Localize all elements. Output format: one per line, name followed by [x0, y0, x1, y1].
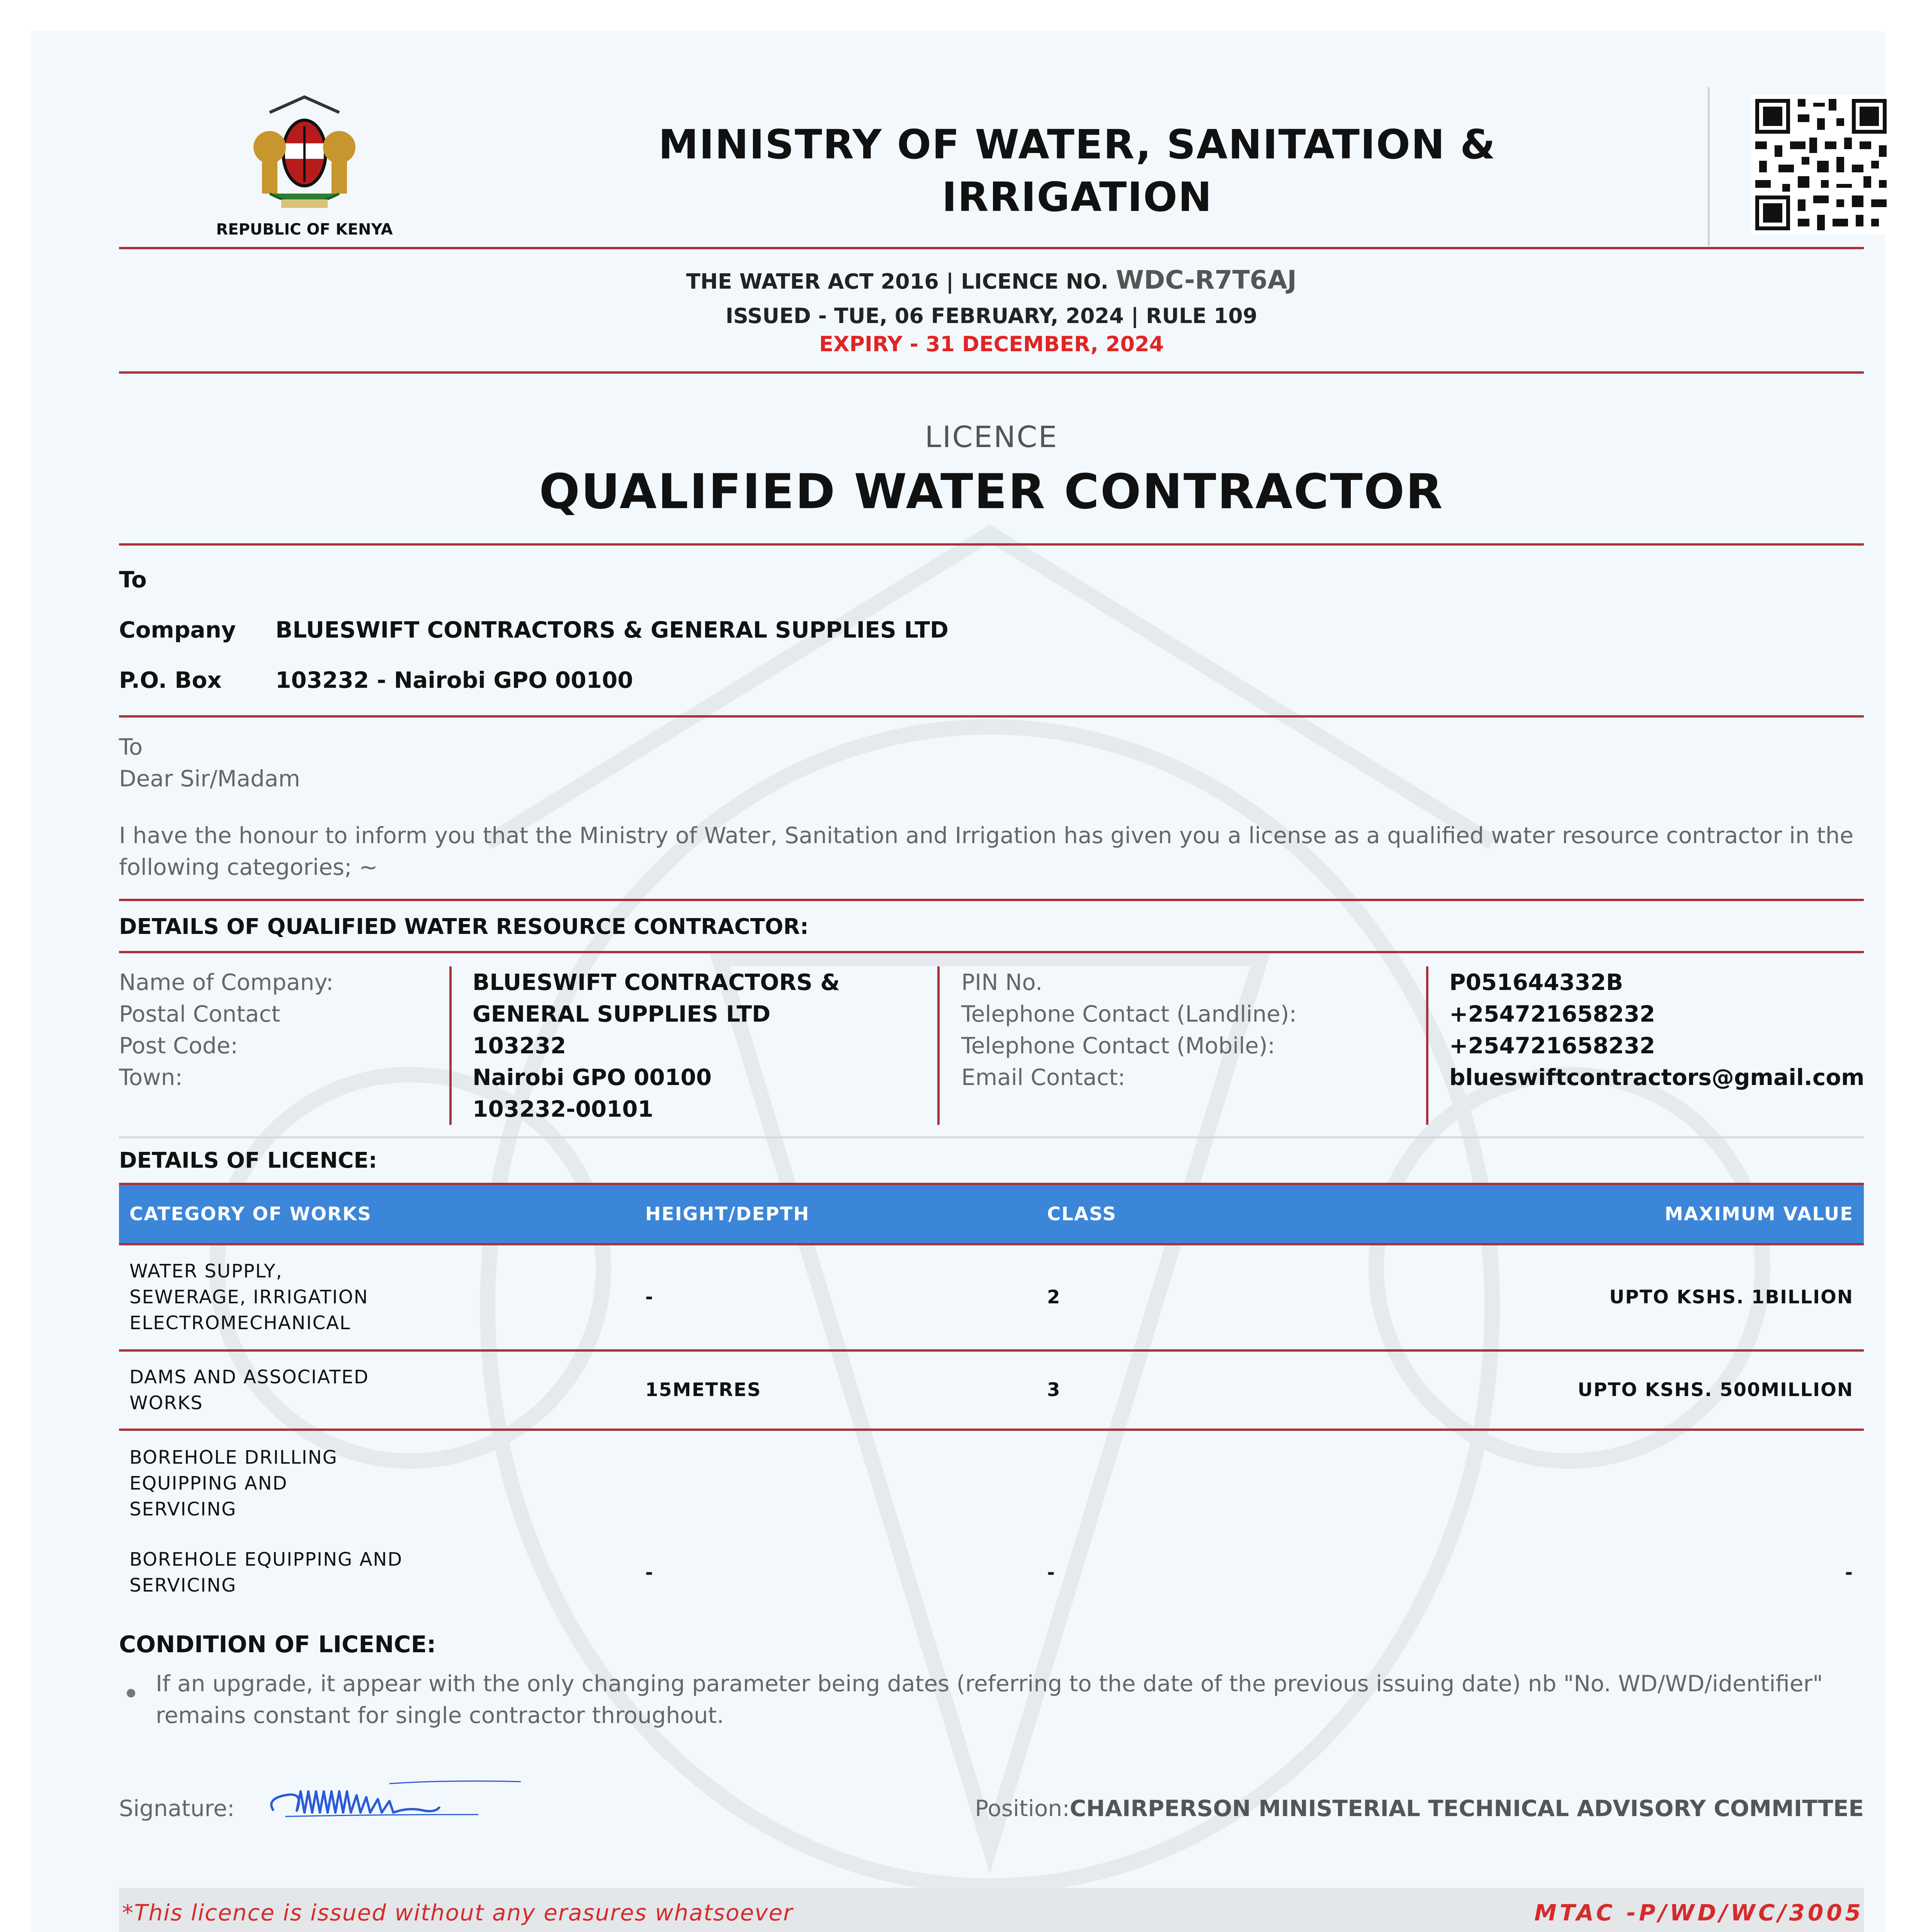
licence-details-heading: DETAILS OF LICENCE:	[119, 1148, 377, 1173]
issued-line: ISSUED - TUE, 06 FEBRUARY, 2024 | RULE 109	[725, 304, 1258, 328]
letter-to: To	[119, 734, 143, 760]
column-header: CLASS	[1037, 1184, 1268, 1244]
condition-item: If an upgrade, it appear with the only changing parameter being dates (referring to the date of the previous issuing date) nb "No. WD/WD/identifier" remains constant for single contractor throughout.	[156, 1670, 1823, 1728]
act-label: THE WATER ACT 2016 | LICENCE NO.	[686, 269, 1109, 294]
label-postal-contact: Postal Contact	[119, 1001, 281, 1027]
ministry-title-line1: MINISTRY OF WATER, SANITATION &	[658, 121, 1496, 168]
ministry-title	[594, 118, 1560, 223]
cell-category	[119, 1430, 635, 1536]
company-name: BLUESWIFT CONTRACTORS & GENERAL SUPPLIES LTD	[275, 617, 949, 643]
footer-note: *This licence is issued without any erasures whatsoever	[122, 1900, 794, 1926]
value-landline: +254721658232	[1449, 1001, 1655, 1027]
category-line: BOREHOLE DRILLING	[129, 1446, 338, 1468]
divider-line	[119, 1136, 1864, 1138]
cell-class	[1037, 1430, 1268, 1536]
country-label: REPUBLIC OF KENYA	[216, 221, 393, 238]
kenya-coat-of-arms-icon	[247, 89, 362, 217]
value-mobile: +254721658232	[1449, 1032, 1655, 1059]
licence-sheet	[31, 31, 1885, 1932]
category-line: BOREHOLE EQUIPPING AND	[129, 1549, 403, 1570]
position-line	[950, 1795, 1864, 1821]
column-header: MAXIMUM VALUE	[1268, 1184, 1864, 1244]
licence-table	[119, 1183, 1864, 1609]
value-post-code: 103232	[473, 1032, 566, 1059]
cell-category	[119, 1350, 635, 1430]
licence-number: WDC-R7T6AJ	[1115, 265, 1297, 295]
position-value: CHAIRPERSON MINISTERIAL TECHNICAL ADVISORY COMMITTEE	[1069, 1795, 1864, 1821]
category-line: SEWERAGE, IRRIGATION	[129, 1286, 369, 1308]
footer-code: MTAC -P/WD/WC/3005	[1534, 1900, 1864, 1926]
divider-line	[119, 951, 1864, 953]
pobox-value: 103232 - Nairobi GPO 00100	[275, 667, 633, 693]
category-line: ELECTROMECHANICAL	[129, 1312, 351, 1334]
cell-category	[119, 1536, 635, 1609]
column-header: HEIGHT/DEPTH	[635, 1184, 1037, 1244]
header-divider	[1708, 87, 1710, 246]
label-email: Email Contact:	[961, 1064, 1125, 1090]
expiry-line: EXPIRY - 31 DECEMBER, 2024	[819, 332, 1164, 356]
cell-height: -	[635, 1244, 1037, 1350]
cell-class: -	[1047, 1561, 1056, 1583]
cell-category	[119, 1244, 635, 1350]
bullet-icon	[127, 1689, 135, 1697]
contractor-values-left	[473, 966, 840, 1125]
category-line: EQUIPPING AND	[129, 1472, 288, 1494]
ministry-title-line2: IRRIGATION	[942, 173, 1213, 221]
column-divider	[937, 966, 940, 1125]
cell-height: 15METRES	[635, 1350, 1037, 1430]
divider-line	[119, 371, 1864, 374]
category-line: WORKS	[129, 1392, 203, 1414]
column-divider	[449, 966, 452, 1125]
category-line: SERVICING	[129, 1575, 237, 1596]
cell-max-value	[1268, 1430, 1864, 1536]
label-pin: PIN No.	[961, 969, 1043, 995]
divider-line	[119, 899, 1864, 901]
cell-max-value: UPTO KSHS. 1BILLION	[1268, 1244, 1864, 1350]
column-divider	[1426, 966, 1428, 1125]
act-licence-line	[119, 265, 1864, 295]
category-line: DAMS AND ASSOCIATED	[129, 1366, 369, 1388]
column-header: CATEGORY OF WORKS	[119, 1184, 635, 1244]
table-row	[119, 1430, 1864, 1536]
divider-line	[119, 247, 1864, 249]
letter-salutation: Dear Sir/Madam	[119, 765, 300, 792]
cell-class: 3	[1037, 1350, 1268, 1430]
contractor-labels-left	[119, 966, 333, 1093]
value-postal-contact: 103232-00101	[473, 1096, 653, 1122]
licence-subtitle: LICENCE	[925, 420, 1058, 454]
value-town: Nairobi GPO 00100	[473, 1064, 712, 1090]
position-label: Position:	[975, 1795, 1070, 1821]
cell-class: 2	[1037, 1244, 1268, 1350]
label-mobile: Telephone Contact (Mobile):	[961, 1032, 1275, 1059]
signature-image	[262, 1768, 525, 1834]
signature-label: Signature:	[119, 1795, 235, 1821]
contractor-details-heading: DETAILS OF QUALIFIED WATER RESOURCE CONTRACTOR:	[119, 914, 809, 939]
contractor-labels-right	[961, 966, 1297, 1093]
cell-height: -	[645, 1561, 654, 1583]
divider-line	[119, 715, 1864, 718]
value-pin: P051644332B	[1449, 969, 1623, 995]
table-row	[119, 1350, 1864, 1430]
to-label: To	[119, 566, 147, 593]
cell-max-value: UPTO KSHS. 500MILLION	[1268, 1350, 1864, 1430]
category-line: SERVICING	[129, 1498, 237, 1520]
label-landline: Telephone Contact (Landline):	[961, 1001, 1297, 1027]
divider-line	[119, 543, 1864, 546]
value-company-name-line1: BLUESWIFT CONTRACTORS &	[473, 969, 840, 995]
company-label: Company	[119, 617, 236, 643]
cell-height	[635, 1430, 1037, 1536]
cell-max-value: -	[1845, 1561, 1853, 1583]
contractor-values-right	[1449, 966, 1865, 1093]
label-town: Town:	[119, 1064, 183, 1090]
table-header-row	[119, 1184, 1864, 1244]
value-company-name-line2: GENERAL SUPPLIES LTD	[473, 1001, 771, 1027]
conditions-heading: CONDITION OF LICENCE:	[119, 1631, 436, 1658]
table-row	[119, 1536, 1864, 1609]
pobox-label: P.O. Box	[119, 667, 222, 693]
value-email: blueswiftcontractors@gmail.com	[1449, 1064, 1865, 1090]
label-post-code: Post Code:	[119, 1032, 238, 1059]
label-company-name: Name of Company:	[119, 969, 334, 995]
licence-title: QUALIFIED WATER CONTRACTOR	[539, 464, 1444, 520]
category-line: WATER SUPPLY,	[129, 1260, 283, 1282]
letter-body: I have the honour to inform you that the Ministry of Water, Sanitation and Irrigation has given you a license as a qualified water resource contractor in the following categories; ~	[119, 822, 1854, 880]
table-row	[119, 1244, 1864, 1350]
qr-code-icon	[1751, 95, 1890, 234]
